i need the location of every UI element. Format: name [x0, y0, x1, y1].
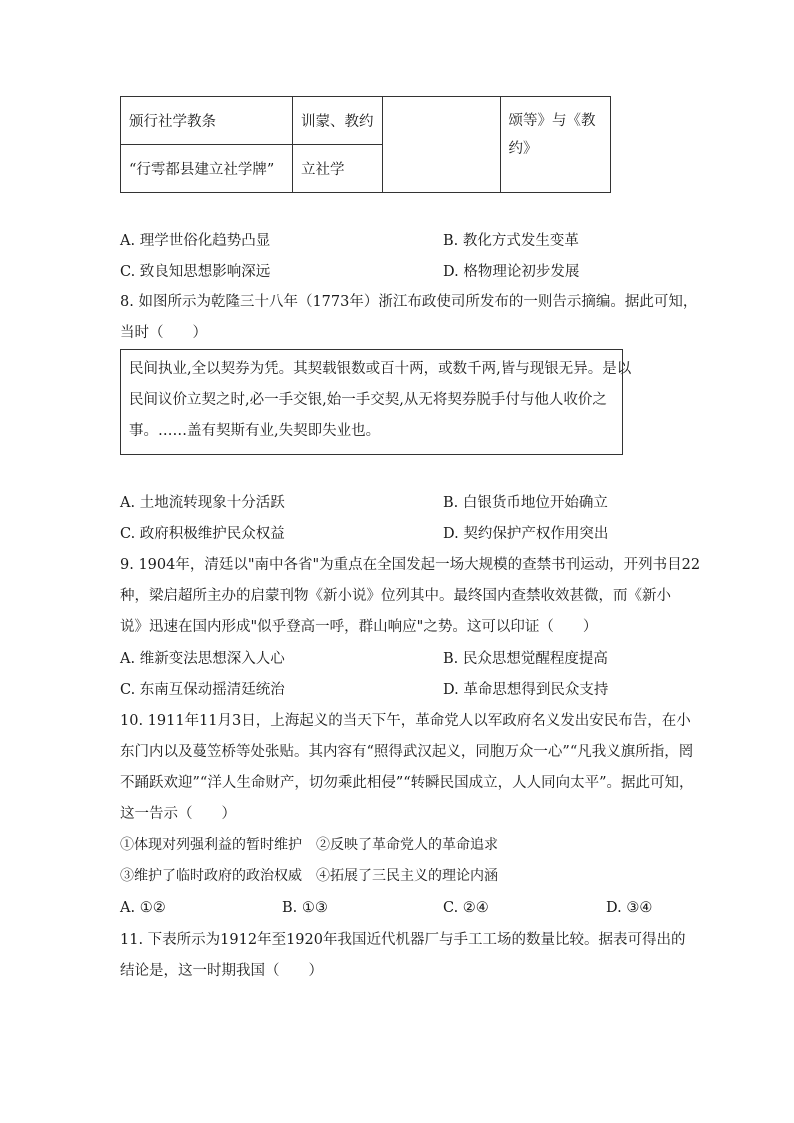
quote-line: 事。……盖有契斯有业,失契即失业也。: [129, 423, 381, 439]
option-b[interactable]: B. 教化方式发生变革: [443, 233, 579, 249]
option-b[interactable]: B. 白银货币地位开始确立: [443, 495, 608, 511]
education-table: [120, 96, 611, 193]
q10-items-line-1: ①体现对列强利益的暂时维护 ②反映了革命党人的革命追求: [120, 837, 498, 853]
q9-stem-line-1: 9. 1904年，清廷以"南中各省"为重点在全国发起一场大规模的查禁书刊运动，开列书目22: [120, 557, 701, 573]
quote-line: 民间执业,全以契券为凭。其契载银数或百十两，或数千两,皆与现银无异。是以: [129, 361, 632, 377]
option-a[interactable]: A. 土地流转现象十分活跃: [120, 495, 285, 511]
q10-stem-line-1: 10. 1911年11月3日，上海起义的当天下午，革命党人以军政府名义发出安民布告，在小: [120, 713, 691, 729]
quote-line: 民间议价立契之时,必一手交银,始一手交契,从无将契券脱手付与他人收价之: [129, 392, 607, 408]
q10-stem-line-3: 不踊跃欢迎”“洋人生命财产，切勿乘此相侵”“转瞬民国成立，人人同向太平”。据此可知，: [120, 775, 694, 791]
option-d[interactable]: D. ③④: [606, 900, 653, 916]
q8-stem-line-2: 当时（ ）: [120, 325, 207, 341]
table-cell: 颂等》与《教约》: [500, 97, 610, 193]
q11-stem-line-1: 11. 下表所示为1912年至1920年我国近代机器厂与手工工场的数量比较。据表可得出的: [120, 932, 686, 948]
option-d[interactable]: D. 契约保护产权作用突出: [443, 526, 609, 542]
q9-stem-line-2: 种，梁启超所主办的启蒙刊物《新小说》位列其中。最终国内查禁收效甚微，而《新小: [120, 588, 671, 604]
table-cell: [382, 97, 500, 193]
option-c[interactable]: C. 东南互保动摇清廷统治: [120, 682, 285, 698]
table-cell: 训蒙、教约: [293, 97, 383, 145]
option-c[interactable]: C. ②④: [443, 900, 489, 916]
table-cell: “行雩都县建立社学牌”: [121, 145, 293, 193]
q8-stem-line-1: 8. 如图所示为乾隆三十八年（1773年）浙江布政使司所发布的一则告示摘编。据此可知，: [120, 294, 698, 310]
option-a[interactable]: A. 维新变法思想深入人心: [120, 651, 285, 667]
option-a[interactable]: A. 理学世俗化趋势凸显: [120, 233, 271, 249]
option-b[interactable]: B. 民众思想觉醒程度提高: [443, 651, 608, 667]
q10-stem-line-2: 东门内以及蔓笠桥等处张贴。其内容有“照得武汉起义，同胞万众一心”“凡我义旗所指，罔: [120, 744, 694, 760]
option-a[interactable]: A. ①②: [120, 900, 166, 916]
table-cell: 颁行社学教条: [121, 97, 293, 145]
option-b[interactable]: B. ①③: [282, 900, 328, 916]
option-d[interactable]: D. 格物理论初步发展: [443, 264, 580, 280]
option-d[interactable]: D. 革命思想得到民众支持: [443, 682, 609, 698]
q10-stem-line-4: 这一告示（ ）: [120, 806, 236, 822]
q11-stem-line-2: 结论是，这一时期我国（ ）: [120, 963, 323, 979]
table-cell: 立社学: [293, 145, 383, 193]
q8-quote-box: [120, 349, 632, 455]
q9-stem-line-3: 说》迅速在国内形成"似乎登高一呼，群山响应"之势。这可以印证（ ）: [120, 619, 598, 635]
option-c[interactable]: C. 政府积极维护民众权益: [120, 526, 285, 542]
q10-items-line-2: ③维护了临时政府的政治权威 ④拓展了三民主义的理论内涵: [120, 868, 498, 884]
option-c[interactable]: C. 致良知思想影响深远: [120, 264, 271, 280]
